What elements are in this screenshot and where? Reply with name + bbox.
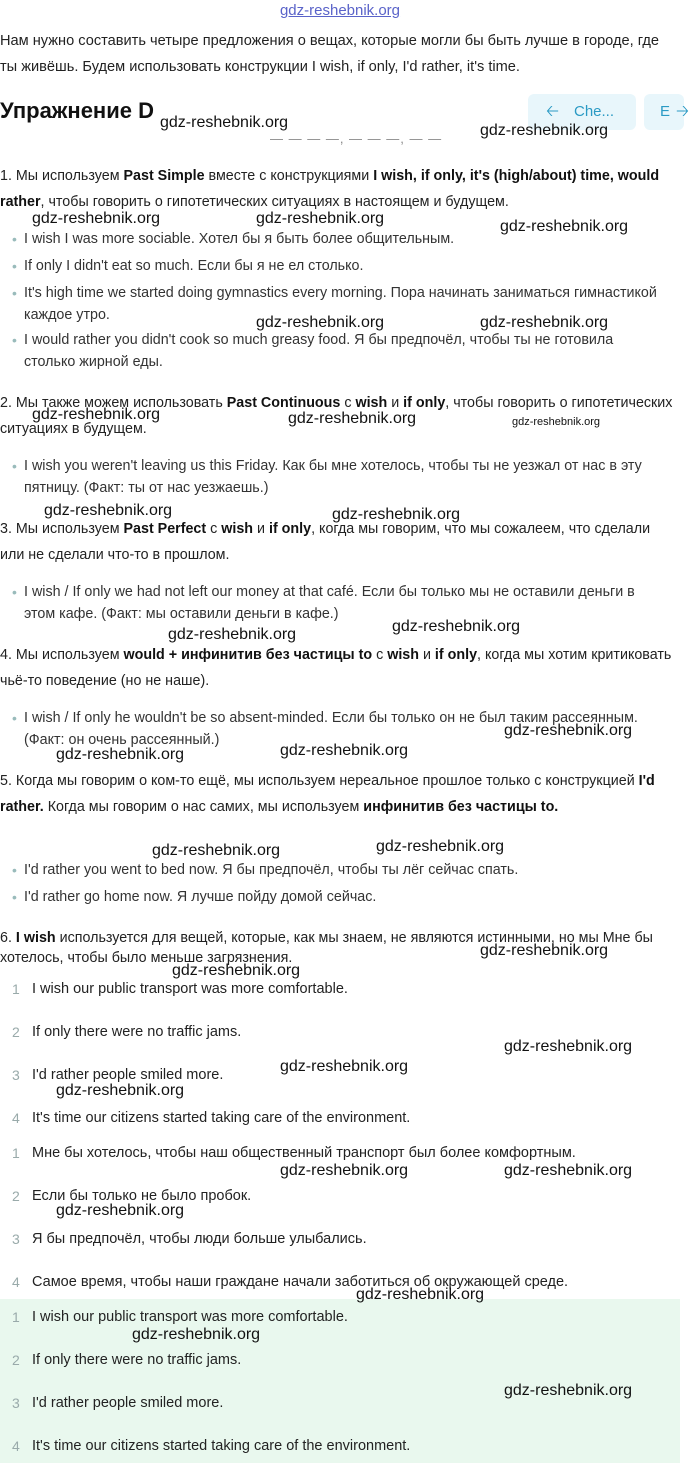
watermark: gdz-reshebnik.org (56, 746, 185, 763)
bullet-icon: • (12, 231, 17, 247)
list-item (12, 455, 662, 499)
answer-number: 4 (12, 1110, 20, 1126)
rule-text: с (206, 521, 222, 537)
watermark: gdz-reshebnik.org (356, 1286, 485, 1303)
watermark: gdz-reshebnik.org (160, 114, 289, 131)
rule-text: , когда мы хотим критиковать чьё-то поведение (но не наше). (0, 647, 672, 689)
watermark: gdz-reshebnik.org (44, 502, 173, 519)
example-text: I would rather you didn't cook so much greasy food. Я бы предпочёл, чтобы ты не готовила столько жирной еды. (24, 332, 614, 370)
bullet-icon: • (12, 258, 17, 274)
rule-bold: Past Continuous (226, 395, 341, 411)
answer-number: 3 (12, 1395, 20, 1411)
arrow-left-icon: 🡠 (546, 103, 559, 120)
answer-number: 3 (12, 1231, 20, 1247)
watermark: gdz-reshebnik.org (172, 962, 301, 979)
answer-text: I'd rather people smiled more. (32, 1067, 224, 1083)
rule-text: , чтобы говорить о гипотетических ситуациях в будущем. (0, 395, 673, 437)
answer-text: If only there were no traffic jams. (32, 1352, 242, 1368)
rule-text: 5. Когда мы говорим о ком-то ещё, мы используем нереальное прошлое только с конструкцией (0, 773, 639, 789)
example-text: I'd rather go home now. Я лучше пойду домой сейчас. (24, 889, 377, 905)
answer-number: 2 (12, 1188, 20, 1204)
example-text: I'd rather you went to bed now. Я бы предпочёл, чтобы ты лёг сейчас спать. (24, 862, 519, 878)
page-title: Упражнение D (0, 98, 154, 123)
rule-text: , чтобы говорить о гипотетических ситуациях в настоящем и будущем. (40, 194, 509, 210)
answer-text: I wish our public transport was more comfortable. (32, 1309, 348, 1325)
watermark: gdz-reshebnik.org (280, 742, 409, 759)
watermark: gdz-reshebnik.org (168, 626, 297, 643)
list-item (12, 329, 662, 373)
answer-text: I'd rather people smiled more. (32, 1395, 224, 1411)
rule-bold: wish (387, 647, 419, 663)
answer-number: 1 (12, 1309, 20, 1325)
answer-item (0, 981, 676, 1007)
clipped-text: — — — —, — — —, — — (270, 131, 443, 146)
list-item (12, 581, 662, 625)
rule-text: и (418, 647, 435, 663)
bullet-icon: • (12, 458, 17, 474)
prev-exercise-label: Che... (574, 103, 615, 120)
rule-text: 4. Мы используем (0, 647, 124, 663)
answer-item (0, 1231, 676, 1257)
rule-4 (0, 642, 676, 694)
watermark: gdz-reshebnik.org (256, 210, 385, 227)
rule-text: вместе с конструкциями (204, 168, 374, 184)
answer-text: Мне бы хотелось, чтобы наш общественный транспорт был более комфортным. (32, 1145, 576, 1161)
top-watermark[interactable]: gdz-reshebnik.org (279, 2, 401, 19)
answer-text: I wish our public transport was more comfortable. (32, 981, 348, 997)
example-text: I wish I was more sociable. Хотел бы я быть более общительным. (24, 231, 455, 247)
watermark: gdz-reshebnik.org (56, 1202, 185, 1219)
rule-text: 2. Мы также можем использовать (0, 395, 227, 411)
watermark: gdz-reshebnik.org (504, 722, 633, 739)
watermark: gdz-reshebnik.org (280, 1162, 409, 1179)
list-item (12, 886, 662, 908)
rule-text: Когда мы говорим о нас самих, мы используем (43, 799, 364, 815)
answer-item (0, 1110, 676, 1136)
answer-text: It's time our citizens started taking care of the environment. (32, 1110, 411, 1126)
answer-item (0, 1438, 676, 1464)
rule-text: с (372, 647, 388, 663)
answer-number: 2 (12, 1352, 20, 1368)
bullet-icon: • (12, 862, 17, 878)
next-exercise-label: E (660, 103, 671, 120)
rule-bold: I'd rather. (0, 773, 655, 815)
rule-bold: Past Simple (123, 168, 205, 184)
watermark: gdz-reshebnik.org (56, 1082, 185, 1099)
answer-item (0, 1352, 676, 1378)
rule-text: с (340, 395, 356, 411)
rule-bold: Past Perfect (123, 521, 207, 537)
bullet-icon: • (12, 889, 17, 905)
example-text: I wish / If only we had not left our money at that café. Если бы только мы не оставили деньги в этом кафе. (Факт: мы оставили деньги в кафе.) (24, 584, 635, 622)
answer-item (0, 1309, 676, 1335)
rule-text: используется для вещей, которые, как мы знаем, не являются истинными, но мы Мне бы хотелось, чтобы было меньше загрязнения. (0, 930, 653, 966)
watermark: gdz-reshebnik.org (512, 416, 601, 428)
intro-text: Нам нужно составить четыре предложения о вещах, которые могли бы быть лучше в городе, где ты живёшь. Будем использовать конструкции I wish, if only, I'd rather, it's time. (0, 33, 660, 75)
answer-text: Если бы только не было пробок. (32, 1188, 252, 1204)
bullet-icon: • (12, 332, 17, 348)
watermark: gdz-reshebnik.org (392, 618, 521, 635)
answer-text: If only there were no traffic jams. (32, 1024, 242, 1040)
list-item (12, 859, 662, 881)
answer-text: Я бы предпочёл, чтобы люди больше улыбались. (32, 1231, 367, 1247)
watermark: gdz-reshebnik.org (280, 1058, 409, 1075)
rule-bold: if only (434, 647, 478, 663)
arrow-right-icon: 🡢 (676, 103, 689, 120)
watermark: gdz-reshebnik.org (332, 506, 461, 523)
next-exercise-button[interactable] (644, 94, 689, 130)
rule-text: и (387, 395, 404, 411)
rule-bold: would + инфинитив без частицы to (123, 647, 373, 663)
watermark: gdz-reshebnik.org (256, 314, 385, 331)
watermark: gdz-reshebnik.org (152, 842, 281, 859)
rule-1 (0, 163, 676, 215)
rule-bold: инфинитив без частицы to. (363, 799, 559, 815)
rule-bold: if only (403, 395, 446, 411)
watermark: gdz-reshebnik.org (504, 1162, 633, 1179)
rule-bold: I wish (15, 930, 56, 946)
bullet-icon: • (12, 584, 17, 600)
rule-bold: if only (268, 521, 312, 537)
watermark: gdz-reshebnik.org (480, 942, 609, 959)
watermark: gdz-reshebnik.org (376, 838, 505, 855)
answer-number: 2 (12, 1024, 20, 1040)
example-text: If only I didn't eat so much. Если бы я не ел столько. (24, 258, 364, 274)
answer-text: Самое время, чтобы наши граждане начали заботиться об окружающей среде. (32, 1274, 569, 1290)
rule-text: 6. (0, 930, 16, 946)
answer-item (0, 1274, 676, 1300)
rule-bold: wish (355, 395, 388, 411)
watermark: gdz-reshebnik.org (480, 122, 609, 139)
answer-number: 1 (12, 981, 20, 997)
list-item (12, 255, 662, 277)
rule-text: 1. Мы используем (0, 168, 124, 184)
watermark: gdz-reshebnik.org (32, 406, 161, 423)
example-text: I wish you weren't leaving us this Friday. Как бы мне хотелось, чтобы ты не уезжал от нас в эту пятницу. (Факт: ты от нас уезжаешь.) (24, 458, 642, 496)
example-text: It's high time we started doing gymnastics every morning. Пора начинать заниматься гимнастикой каждое утро. (24, 285, 657, 323)
answer-number: 1 (12, 1145, 20, 1161)
answer-number: 4 (12, 1274, 20, 1290)
rule-text: , когда мы говорим, что мы сожалеем, что сделали или не сделали что-то в прошлом. (0, 521, 651, 563)
watermark: gdz-reshebnik.org (504, 1382, 633, 1399)
watermark: gdz-reshebnik.org (132, 1326, 261, 1343)
rule-text: и (253, 521, 269, 537)
rule-text: 3. Мы используем (0, 521, 124, 537)
answer-number: 4 (12, 1438, 20, 1454)
watermark: gdz-reshebnik.org (32, 210, 161, 227)
watermark: gdz-reshebnik.org (504, 1038, 633, 1055)
answer-number: 3 (12, 1067, 20, 1083)
bullet-icon: • (12, 710, 17, 726)
rule-5 (0, 768, 676, 820)
rule-bold: wish (221, 521, 254, 537)
example-text: I wish / If only he wouldn't be so absent-minded. Если бы только он не был таким рассеянным. (Факт: он очень рассеянный.) (24, 710, 638, 748)
answer-text: It's time our citizens started taking care of the environment. (32, 1438, 411, 1454)
bullet-icon: • (12, 285, 17, 301)
watermark: gdz-reshebnik.org (500, 218, 629, 235)
watermark: gdz-reshebnik.org (288, 410, 417, 427)
rule-bold: I wish, if only, it's (high/about) time, would rather (0, 168, 660, 210)
watermark: gdz-reshebnik.org (480, 314, 609, 331)
